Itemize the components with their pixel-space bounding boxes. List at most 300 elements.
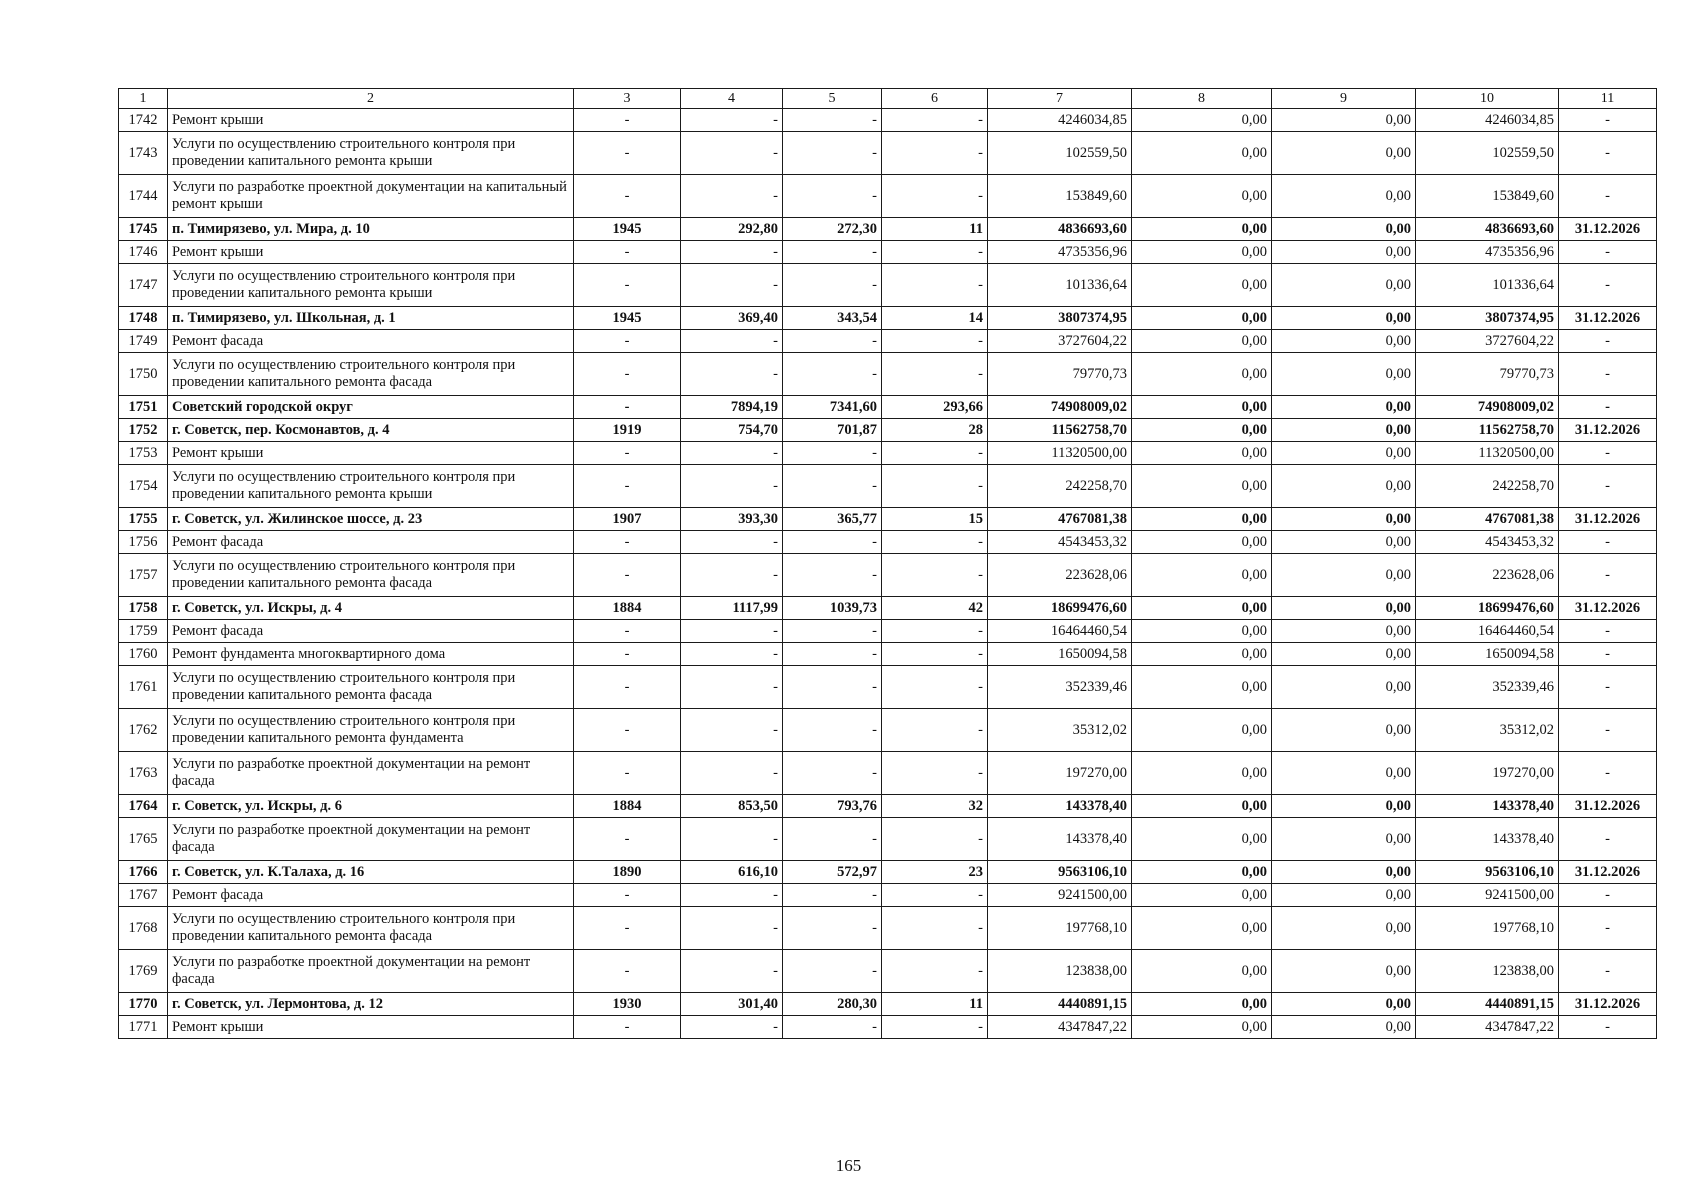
work-description-cell: Ремонт фасада [168, 884, 574, 907]
total-cost-cell: 4347847,22 [988, 1016, 1132, 1039]
total-area-cell: - [681, 175, 783, 218]
table-row [119, 465, 1657, 508]
owner-funds-cell: 4735356,96 [1416, 241, 1559, 264]
total-cost-cell: 223628,06 [988, 554, 1132, 597]
row-number-cell: 1750 [119, 353, 168, 396]
owner-funds-cell: 35312,02 [1416, 709, 1559, 752]
column-header: 5 [783, 89, 882, 109]
year-cell: - [574, 132, 681, 175]
federal-funds-cell: 0,00 [1132, 818, 1272, 861]
row-number-cell: 1761 [119, 666, 168, 709]
completion-date-cell: - [1559, 884, 1657, 907]
column-header: 9 [1272, 89, 1416, 109]
living-area-cell: - [783, 109, 882, 132]
work-description-cell: г. Советск, ул. Лермонтова, д. 12 [168, 993, 574, 1016]
total-cost-cell: 4543453,32 [988, 531, 1132, 554]
year-cell: - [574, 175, 681, 218]
regional-funds-cell: 0,00 [1272, 620, 1416, 643]
completion-date-cell: - [1559, 709, 1657, 752]
regional-funds-cell: 0,00 [1272, 419, 1416, 442]
year-cell: - [574, 442, 681, 465]
owner-funds-cell: 242258,70 [1416, 465, 1559, 508]
register-sheet [118, 88, 1656, 1039]
residents-cell: 28 [882, 419, 988, 442]
work-description-cell: г. Советск, ул. Жилинское шоссе, д. 23 [168, 508, 574, 531]
table-row [119, 818, 1657, 861]
row-number-cell: 1768 [119, 907, 168, 950]
residents-cell: - [882, 907, 988, 950]
federal-funds-cell: 0,00 [1132, 752, 1272, 795]
table-row [119, 907, 1657, 950]
completion-date-cell: - [1559, 620, 1657, 643]
residents-cell: - [882, 666, 988, 709]
row-number-cell: 1756 [119, 531, 168, 554]
federal-funds-cell: 0,00 [1132, 950, 1272, 993]
owner-funds-cell: 4836693,60 [1416, 218, 1559, 241]
residents-cell: 23 [882, 861, 988, 884]
federal-funds-cell: 0,00 [1132, 861, 1272, 884]
table-row [119, 175, 1657, 218]
row-number-cell: 1758 [119, 597, 168, 620]
residents-cell: 15 [882, 508, 988, 531]
work-description-cell: Услуги по разработке проектной документации на капитальный ремонт крыши [168, 175, 574, 218]
row-number-cell: 1769 [119, 950, 168, 993]
work-description-cell: Ремонт крыши [168, 442, 574, 465]
completion-date-cell: 31.12.2026 [1559, 508, 1657, 531]
table-row [119, 264, 1657, 307]
table-body [119, 109, 1657, 1039]
table-row [119, 554, 1657, 597]
total-cost-cell: 153849,60 [988, 175, 1132, 218]
residents-cell: 42 [882, 597, 988, 620]
year-cell: - [574, 643, 681, 666]
living-area-cell: 572,97 [783, 861, 882, 884]
residents-cell: - [882, 175, 988, 218]
federal-funds-cell: 0,00 [1132, 620, 1272, 643]
total-cost-cell: 79770,73 [988, 353, 1132, 396]
total-cost-cell: 3807374,95 [988, 307, 1132, 330]
total-area-cell: 301,40 [681, 993, 783, 1016]
owner-funds-cell: 4767081,38 [1416, 508, 1559, 531]
total-cost-cell: 4735356,96 [988, 241, 1132, 264]
column-header: 10 [1416, 89, 1559, 109]
total-cost-cell: 74908009,02 [988, 396, 1132, 419]
year-cell: 1884 [574, 795, 681, 818]
residents-cell: - [882, 330, 988, 353]
table-row [119, 666, 1657, 709]
federal-funds-cell: 0,00 [1132, 241, 1272, 264]
completion-date-cell: - [1559, 175, 1657, 218]
living-area-cell: - [783, 643, 882, 666]
completion-date-cell: - [1559, 396, 1657, 419]
regional-funds-cell: 0,00 [1272, 1016, 1416, 1039]
total-area-cell: - [681, 620, 783, 643]
federal-funds-cell: 0,00 [1132, 330, 1272, 353]
federal-funds-cell: 0,00 [1132, 132, 1272, 175]
total-area-cell: 754,70 [681, 419, 783, 442]
table-row [119, 109, 1657, 132]
living-area-cell: - [783, 353, 882, 396]
residents-cell: 14 [882, 307, 988, 330]
total-cost-cell: 4246034,85 [988, 109, 1132, 132]
work-description-cell: Услуги по разработке проектной документации на ремонт фасада [168, 818, 574, 861]
row-number-cell: 1764 [119, 795, 168, 818]
completion-date-cell: 31.12.2026 [1559, 419, 1657, 442]
work-description-cell: Услуги по осуществлению строительного контроля при проведении капитального ремонта фасада [168, 554, 574, 597]
table-row [119, 950, 1657, 993]
completion-date-cell: - [1559, 950, 1657, 993]
total-area-cell: 616,10 [681, 861, 783, 884]
work-description-cell: г. Советск, пер. Космонавтов, д. 4 [168, 419, 574, 442]
total-area-cell: - [681, 109, 783, 132]
regional-funds-cell: 0,00 [1272, 353, 1416, 396]
residents-cell: - [882, 554, 988, 597]
table-row [119, 709, 1657, 752]
living-area-cell: - [783, 554, 882, 597]
total-cost-cell: 11320500,00 [988, 442, 1132, 465]
year-cell: - [574, 109, 681, 132]
completion-date-cell: - [1559, 442, 1657, 465]
residents-cell: - [882, 109, 988, 132]
year-cell: 1907 [574, 508, 681, 531]
owner-funds-cell: 4246034,85 [1416, 109, 1559, 132]
federal-funds-cell: 0,00 [1132, 884, 1272, 907]
residents-cell: 11 [882, 218, 988, 241]
row-number-cell: 1766 [119, 861, 168, 884]
total-cost-cell: 197768,10 [988, 907, 1132, 950]
living-area-cell: - [783, 442, 882, 465]
owner-funds-cell: 1650094,58 [1416, 643, 1559, 666]
year-cell: - [574, 241, 681, 264]
federal-funds-cell: 0,00 [1132, 1016, 1272, 1039]
residents-cell: - [882, 620, 988, 643]
total-area-cell: - [681, 442, 783, 465]
work-description-cell: г. Советск, ул. Искры, д. 4 [168, 597, 574, 620]
living-area-cell: - [783, 465, 882, 508]
table-row [119, 795, 1657, 818]
residents-cell: - [882, 752, 988, 795]
row-number-cell: 1765 [119, 818, 168, 861]
row-number-cell: 1760 [119, 643, 168, 666]
owner-funds-cell: 3807374,95 [1416, 307, 1559, 330]
regional-funds-cell: 0,00 [1272, 531, 1416, 554]
table-row [119, 993, 1657, 1016]
row-number-cell: 1744 [119, 175, 168, 218]
work-description-cell: Ремонт фундамента многоквартирного дома [168, 643, 574, 666]
federal-funds-cell: 0,00 [1132, 419, 1272, 442]
total-cost-cell: 16464460,54 [988, 620, 1132, 643]
owner-funds-cell: 9563106,10 [1416, 861, 1559, 884]
owner-funds-cell: 74908009,02 [1416, 396, 1559, 419]
year-cell: - [574, 465, 681, 508]
row-number-cell: 1770 [119, 993, 168, 1016]
table-row [119, 218, 1657, 241]
total-area-cell: - [681, 132, 783, 175]
regional-funds-cell: 0,00 [1272, 175, 1416, 218]
total-area-cell: - [681, 554, 783, 597]
table-row [119, 419, 1657, 442]
owner-funds-cell: 197270,00 [1416, 752, 1559, 795]
row-number-cell: 1746 [119, 241, 168, 264]
total-cost-cell: 11562758,70 [988, 419, 1132, 442]
living-area-cell: 793,76 [783, 795, 882, 818]
work-description-cell: п. Тимирязево, ул. Мира, д. 10 [168, 218, 574, 241]
work-description-cell: Услуги по осуществлению строительного контроля при проведении капитального ремонта крыши [168, 264, 574, 307]
regional-funds-cell: 0,00 [1272, 884, 1416, 907]
work-description-cell: Ремонт крыши [168, 241, 574, 264]
table-row [119, 508, 1657, 531]
residents-cell: - [882, 132, 988, 175]
completion-date-cell: 31.12.2026 [1559, 993, 1657, 1016]
table-row [119, 861, 1657, 884]
total-cost-cell: 197270,00 [988, 752, 1132, 795]
living-area-cell: - [783, 907, 882, 950]
living-area-cell: 272,30 [783, 218, 882, 241]
federal-funds-cell: 0,00 [1132, 907, 1272, 950]
total-cost-cell: 35312,02 [988, 709, 1132, 752]
regional-funds-cell: 0,00 [1272, 132, 1416, 175]
total-area-cell: 7894,19 [681, 396, 783, 419]
total-cost-cell: 18699476,60 [988, 597, 1132, 620]
federal-funds-cell: 0,00 [1132, 795, 1272, 818]
work-description-cell: Услуги по разработке проектной документации на ремонт фасада [168, 950, 574, 993]
work-description-cell: Услуги по осуществлению строительного контроля при проведении капитального ремонта крыши [168, 465, 574, 508]
total-cost-cell: 102559,50 [988, 132, 1132, 175]
total-area-cell: - [681, 353, 783, 396]
column-number-row [119, 89, 1657, 109]
year-cell: - [574, 907, 681, 950]
year-cell: 1930 [574, 993, 681, 1016]
owner-funds-cell: 102559,50 [1416, 132, 1559, 175]
total-area-cell: - [681, 531, 783, 554]
residents-cell: - [882, 1016, 988, 1039]
work-description-cell: Услуги по разработке проектной документации на ремонт фасада [168, 752, 574, 795]
work-description-cell: Советский городской округ [168, 396, 574, 419]
total-cost-cell: 352339,46 [988, 666, 1132, 709]
completion-date-cell: - [1559, 465, 1657, 508]
total-area-cell: - [681, 241, 783, 264]
column-header: 2 [168, 89, 574, 109]
regional-funds-cell: 0,00 [1272, 264, 1416, 307]
total-area-cell: 1117,99 [681, 597, 783, 620]
completion-date-cell: - [1559, 643, 1657, 666]
table-row [119, 620, 1657, 643]
regional-funds-cell: 0,00 [1272, 218, 1416, 241]
regional-funds-cell: 0,00 [1272, 643, 1416, 666]
row-number-cell: 1762 [119, 709, 168, 752]
living-area-cell: - [783, 264, 882, 307]
total-area-cell: - [681, 1016, 783, 1039]
column-header: 8 [1132, 89, 1272, 109]
table-row [119, 442, 1657, 465]
total-area-cell: - [681, 465, 783, 508]
living-area-cell: - [783, 175, 882, 218]
completion-date-cell: - [1559, 264, 1657, 307]
residents-cell: - [882, 264, 988, 307]
completion-date-cell: - [1559, 531, 1657, 554]
row-number-cell: 1771 [119, 1016, 168, 1039]
living-area-cell: - [783, 818, 882, 861]
row-number-cell: 1749 [119, 330, 168, 353]
row-number-cell: 1747 [119, 264, 168, 307]
year-cell: - [574, 752, 681, 795]
owner-funds-cell: 101336,64 [1416, 264, 1559, 307]
total-area-cell: - [681, 330, 783, 353]
total-area-cell: - [681, 818, 783, 861]
table-row [119, 396, 1657, 419]
owner-funds-cell: 4543453,32 [1416, 531, 1559, 554]
total-area-cell: - [681, 264, 783, 307]
total-area-cell: - [681, 884, 783, 907]
year-cell: 1919 [574, 419, 681, 442]
regional-funds-cell: 0,00 [1272, 442, 1416, 465]
owner-funds-cell: 143378,40 [1416, 795, 1559, 818]
total-area-cell: - [681, 709, 783, 752]
owner-funds-cell: 197768,10 [1416, 907, 1559, 950]
federal-funds-cell: 0,00 [1132, 508, 1272, 531]
residents-cell: - [882, 818, 988, 861]
year-cell: 1890 [574, 861, 681, 884]
table-row [119, 752, 1657, 795]
regional-funds-cell: 0,00 [1272, 861, 1416, 884]
completion-date-cell: - [1559, 554, 1657, 597]
federal-funds-cell: 0,00 [1132, 264, 1272, 307]
total-cost-cell: 1650094,58 [988, 643, 1132, 666]
table-row [119, 132, 1657, 175]
owner-funds-cell: 4440891,15 [1416, 993, 1559, 1016]
living-area-cell: - [783, 330, 882, 353]
work-description-cell: Ремонт фасада [168, 620, 574, 643]
year-cell: - [574, 531, 681, 554]
residents-cell: 293,66 [882, 396, 988, 419]
completion-date-cell: - [1559, 818, 1657, 861]
regional-funds-cell: 0,00 [1272, 396, 1416, 419]
federal-funds-cell: 0,00 [1132, 109, 1272, 132]
work-description-cell: Ремонт фасада [168, 330, 574, 353]
total-cost-cell: 4440891,15 [988, 993, 1132, 1016]
regional-funds-cell: 0,00 [1272, 752, 1416, 795]
living-area-cell: - [783, 752, 882, 795]
residents-cell: - [882, 465, 988, 508]
owner-funds-cell: 143378,40 [1416, 818, 1559, 861]
work-description-cell: Услуги по осуществлению строительного контроля при проведении капитального ремонта крыши [168, 132, 574, 175]
owner-funds-cell: 123838,00 [1416, 950, 1559, 993]
work-description-cell: Услуги по осуществлению строительного контроля при проведении капитального ремонта фасада [168, 666, 574, 709]
federal-funds-cell: 0,00 [1132, 465, 1272, 508]
table-row [119, 643, 1657, 666]
completion-date-cell: - [1559, 907, 1657, 950]
completion-date-cell: - [1559, 330, 1657, 353]
federal-funds-cell: 0,00 [1132, 353, 1272, 396]
federal-funds-cell: 0,00 [1132, 218, 1272, 241]
owner-funds-cell: 352339,46 [1416, 666, 1559, 709]
residents-cell: - [882, 709, 988, 752]
living-area-cell: - [783, 884, 882, 907]
row-number-cell: 1743 [119, 132, 168, 175]
year-cell: - [574, 554, 681, 597]
total-cost-cell: 9563106,10 [988, 861, 1132, 884]
completion-date-cell: - [1559, 132, 1657, 175]
year-cell: - [574, 884, 681, 907]
residents-cell: - [882, 643, 988, 666]
row-number-cell: 1767 [119, 884, 168, 907]
completion-date-cell: - [1559, 109, 1657, 132]
year-cell: 1945 [574, 307, 681, 330]
row-number-cell: 1763 [119, 752, 168, 795]
year-cell: 1945 [574, 218, 681, 241]
federal-funds-cell: 0,00 [1132, 175, 1272, 218]
federal-funds-cell: 0,00 [1132, 993, 1272, 1016]
year-cell: - [574, 950, 681, 993]
year-cell: 1884 [574, 597, 681, 620]
row-number-cell: 1753 [119, 442, 168, 465]
year-cell: - [574, 353, 681, 396]
year-cell: - [574, 666, 681, 709]
completion-date-cell: - [1559, 752, 1657, 795]
total-cost-cell: 242258,70 [988, 465, 1132, 508]
residents-cell: - [882, 531, 988, 554]
total-area-cell: - [681, 666, 783, 709]
total-area-cell: - [681, 643, 783, 666]
column-header: 3 [574, 89, 681, 109]
row-number-cell: 1754 [119, 465, 168, 508]
total-area-cell: 393,30 [681, 508, 783, 531]
work-description-cell: п. Тимирязево, ул. Школьная, д. 1 [168, 307, 574, 330]
year-cell: - [574, 1016, 681, 1039]
regional-funds-cell: 0,00 [1272, 109, 1416, 132]
completion-date-cell: - [1559, 1016, 1657, 1039]
owner-funds-cell: 153849,60 [1416, 175, 1559, 218]
row-number-cell: 1742 [119, 109, 168, 132]
table-row [119, 241, 1657, 264]
federal-funds-cell: 0,00 [1132, 307, 1272, 330]
regional-funds-cell: 0,00 [1272, 907, 1416, 950]
table-row [119, 1016, 1657, 1039]
work-description-cell: Услуги по осуществлению строительного контроля при проведении капитального ремонта фасада [168, 353, 574, 396]
work-description-cell: Ремонт крыши [168, 109, 574, 132]
regional-funds-cell: 0,00 [1272, 666, 1416, 709]
row-number-cell: 1752 [119, 419, 168, 442]
work-description-cell: Услуги по осуществлению строительного контроля при проведении капитального ремонта фасада [168, 907, 574, 950]
residents-cell: - [882, 884, 988, 907]
work-description-cell: г. Советск, ул. Искры, д. 6 [168, 795, 574, 818]
living-area-cell: 1039,73 [783, 597, 882, 620]
completion-date-cell: - [1559, 241, 1657, 264]
federal-funds-cell: 0,00 [1132, 442, 1272, 465]
federal-funds-cell: 0,00 [1132, 666, 1272, 709]
work-description-cell: Ремонт крыши [168, 1016, 574, 1039]
table-row [119, 884, 1657, 907]
residents-cell: - [882, 241, 988, 264]
table-row [119, 597, 1657, 620]
table-row [119, 330, 1657, 353]
living-area-cell: 7341,60 [783, 396, 882, 419]
residents-cell: 32 [882, 795, 988, 818]
completion-date-cell: 31.12.2026 [1559, 795, 1657, 818]
completion-date-cell: - [1559, 353, 1657, 396]
year-cell: - [574, 620, 681, 643]
owner-funds-cell: 79770,73 [1416, 353, 1559, 396]
column-header: 7 [988, 89, 1132, 109]
completion-date-cell: - [1559, 666, 1657, 709]
table-row [119, 353, 1657, 396]
total-area-cell: 369,40 [681, 307, 783, 330]
regional-funds-cell: 0,00 [1272, 818, 1416, 861]
owner-funds-cell: 11562758,70 [1416, 419, 1559, 442]
federal-funds-cell: 0,00 [1132, 531, 1272, 554]
living-area-cell: 280,30 [783, 993, 882, 1016]
total-cost-cell: 143378,40 [988, 818, 1132, 861]
